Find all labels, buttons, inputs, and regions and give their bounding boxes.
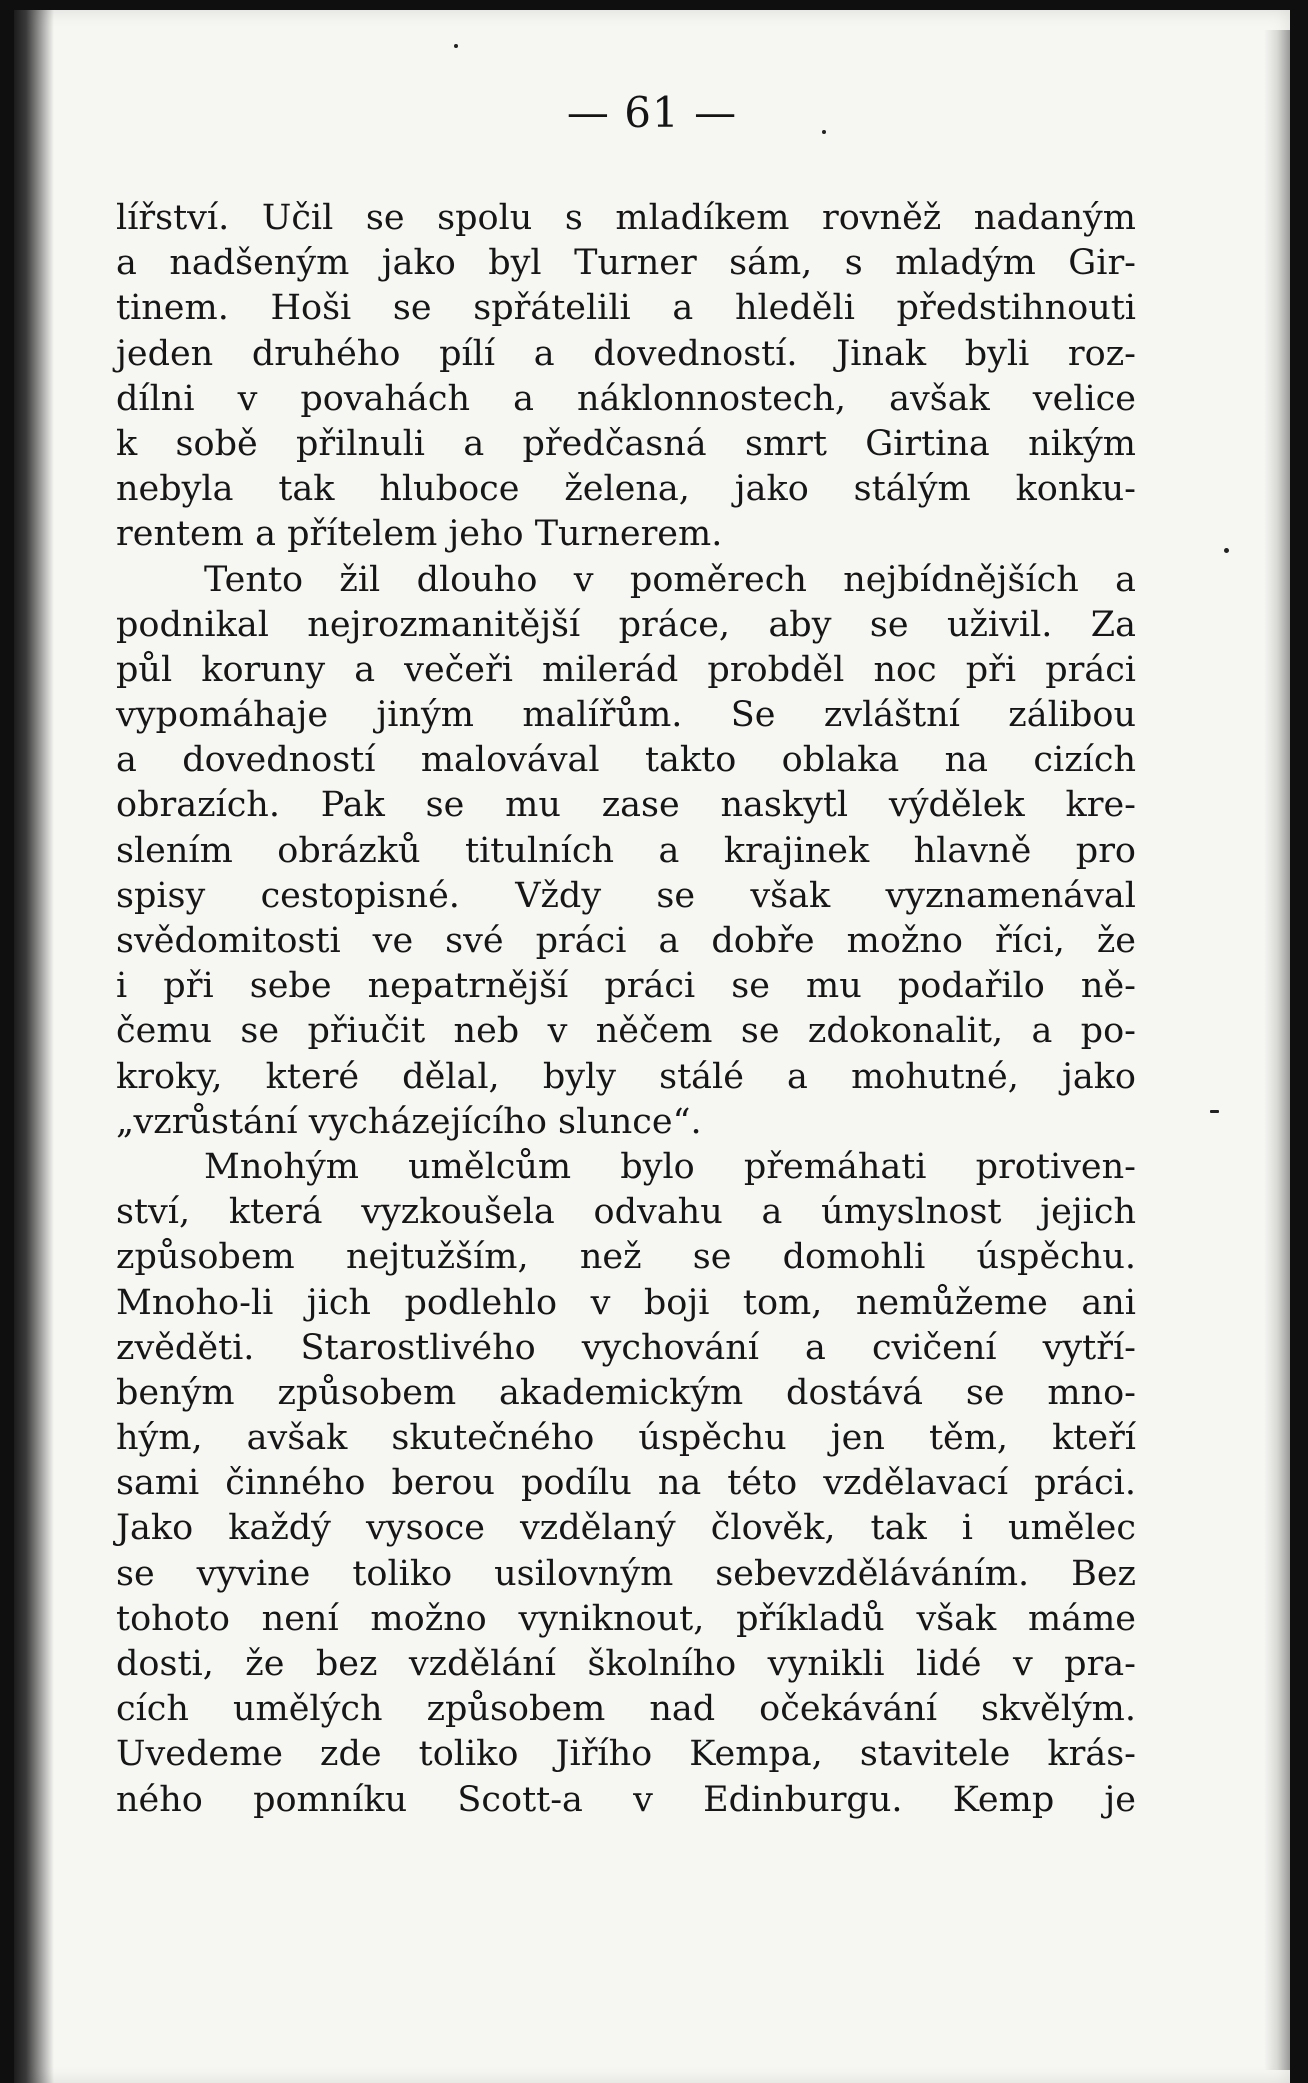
dust-speck [1224, 548, 1229, 553]
text-line: lířství. Učil se spolu s mladíkem rovněž nadaným [116, 198, 1136, 238]
text-line: podnikal nejrozmanitější práce, aby se uživil. Za [116, 604, 1136, 645]
text-line: nebyla tak hluboce želena, jako stálým konku- [116, 469, 1136, 510]
text-line: čemu se přiučit neb v něčem se zdokonalit, a po- [116, 1011, 1136, 1052]
text-line: „vzrůstání vycházejícího slunce“. [116, 1101, 702, 1142]
text-line: Jako každý vysoce vzdělaný člověk, tak i umělec [116, 1508, 1136, 1549]
text-line: Uvedeme zde toliko Jiřího Kempa, stavitele krás- [116, 1734, 1136, 1775]
dust-speck [454, 44, 458, 48]
text-line: tohoto není možno vyniknout, příkladů však máme [116, 1598, 1136, 1639]
text-line: obrazích. Pak se mu zase naskytl výdělek kre- [116, 785, 1136, 826]
text-line: k sobě přilnuli a předčasná smrt Girtina nikým [116, 423, 1136, 464]
book-page [14, 10, 1290, 2083]
text-line: ství, která vyzkoušela odvahu a úmyslnost jejich [116, 1192, 1136, 1233]
text-line: beným způsobem akademickým dostává se mno- [116, 1372, 1136, 1413]
text-line: ného pomníku Scott-a v Edinburgu. Kemp je [116, 1779, 1136, 1820]
text-line: vypomáhaje jiným malířům. Se zvláštní zálibou [116, 695, 1136, 736]
text-line: svědomitosti ve své práci a dobře možno říci, že [116, 921, 1136, 961]
page-number: — 61 — [566, 88, 738, 137]
body-text [116, 196, 1136, 1823]
text-line: jeden druhého pílí a dovedností. Jinak byli roz- [116, 333, 1136, 374]
text-line: dosti, že bez vzdělání školního vynikli lidé v pra- [116, 1644, 1136, 1684]
text-line: hým, avšak skutečného úspěchu jen těm, kteří [116, 1418, 1136, 1459]
text-line: tinem. Hoši se spřátelili a hleděli předstihnouti [116, 288, 1136, 329]
text-line: a dovedností malovával takto oblaka na cizích [116, 740, 1136, 781]
text-line: půl koruny a večeři milerád probděl noc při práci [116, 649, 1136, 690]
dust-speck [1210, 1110, 1219, 1113]
text-line: slením obrázků titulních a krajinek hlavně pro [116, 830, 1136, 871]
text-line: se vyvine toliko usilovným sebevzděláváním. Bez [116, 1553, 1136, 1594]
text-line: zvěděti. Starostlivého vychování a cvičení vytří- [116, 1327, 1136, 1368]
text-line: způsobem nejtužším, než se domohli úspěchu. [116, 1237, 1136, 1278]
text-line: dílni v povahách a náklonnostech, avšak velice [116, 378, 1136, 419]
text-line: rentem a přítelem jeho Turnerem. [116, 514, 723, 555]
text-line: a nadšeným jako byl Turner sám, s mladým Gir- [116, 243, 1136, 284]
text-line: Mnoho-li jich podlehlo v boji tom, nemůžeme ani [116, 1282, 1136, 1323]
text-line: kroky, které dělal, byly stálé a mohutné, jako [116, 1056, 1136, 1097]
text-line: Tento žil dlouho v poměrech nejbídnějších a [204, 559, 1136, 600]
text-line: cích umělých způsobem nad očekávání skvělým. [116, 1689, 1136, 1730]
text-line: spisy cestopisné. Vždy se však vyznamenával [116, 875, 1136, 916]
page-edge [1264, 30, 1290, 2070]
text-line: sami činného berou podílu na této vzdělavací práci. [116, 1463, 1136, 1504]
text-line: Mnohým umělcům bylo přemáhati protiven- [204, 1146, 1136, 1187]
text-line: i při sebe nepatrnější práci se mu podařilo ně- [116, 966, 1136, 1007]
binding-shadow [14, 10, 54, 2083]
